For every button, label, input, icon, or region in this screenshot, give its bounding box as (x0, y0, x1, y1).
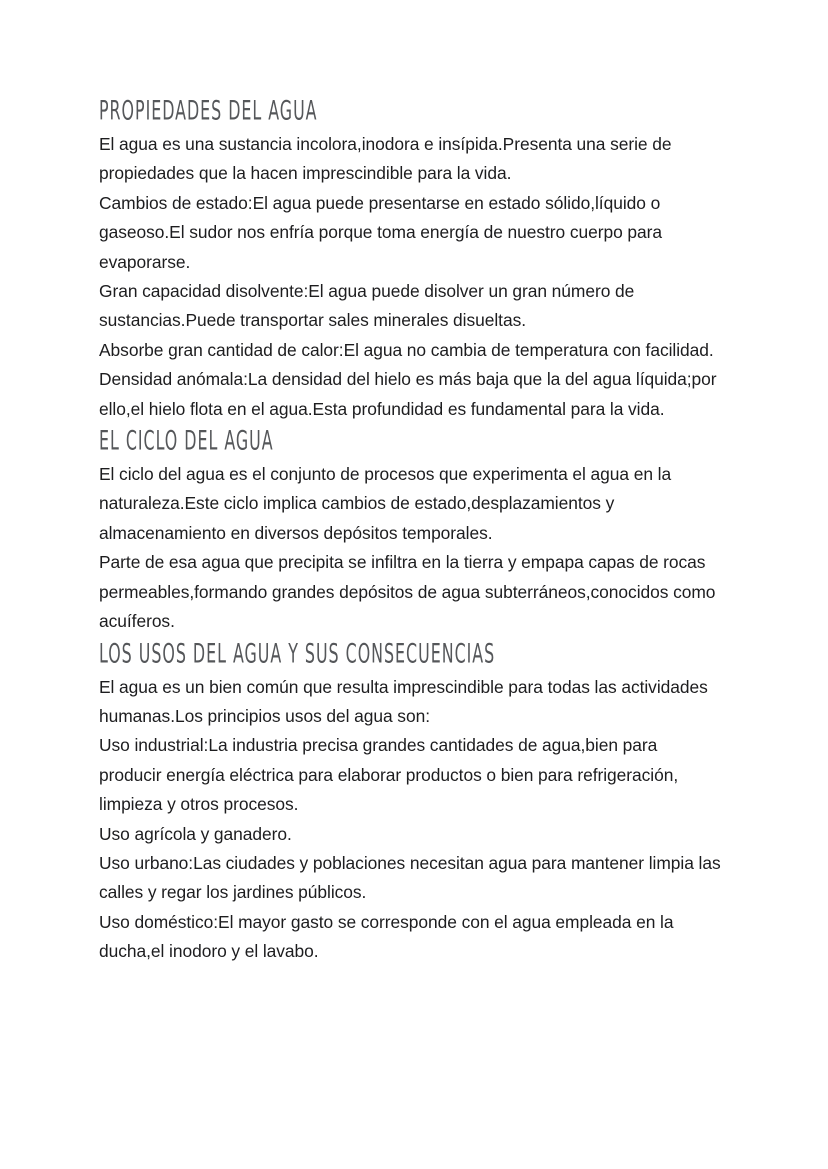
section-el-ciclo-del-agua (99, 425, 724, 636)
paragraph: Parte de esa agua que precipita se infiltra en la tierra y empapa capas de rocas permeables,formando grandes depósitos de agua subterráneos,conocidos como acuíferos. (99, 552, 716, 632)
section-heading-propiedades: PROPIEDADES DEL AGUA (99, 96, 318, 127)
document-body (99, 95, 724, 967)
paragraph: Uso urbano:Las ciudades y poblaciones necesitan agua para mantener limpia las calles y regar los jardines públicos. (99, 852, 721, 903)
paragraph: Gran capacidad disolvente:El agua puede disolver un gran número de sustancias.Puede transportar sales minerales disueltas. (99, 281, 635, 331)
paragraph: Uso industrial:La industria precisa grandes cantidades de agua,bien para producir energía eléctrica para elaborar productos o bien para refrigeración, limpieza y otros procesos. (99, 735, 679, 815)
section-los-usos-del-agua (99, 638, 724, 967)
paragraph: Uso doméstico:El mayor gasto se corresponde con el agua empleada en la ducha,el inodoro y el lavabo. (99, 911, 674, 962)
paragraph: El agua es una sustancia incolora,inodora e insípida.Presenta una serie de propiedades que la hacen imprescindible para la vida. (99, 134, 672, 184)
section-heading-usos: LOS USOS DEL AGUA Y SUS CONSECUENCIAS (99, 638, 496, 670)
paragraph: El agua es un bien común que resulta imprescindible para todas las actividades humanas.Los principios usos del agua son: (99, 676, 708, 726)
heading-wrap (99, 95, 724, 128)
heading-wrap (99, 425, 724, 458)
section-propiedades-del-agua (99, 95, 724, 424)
heading-wrap (99, 638, 724, 671)
paragraph: Absorbe gran cantidad de calor:El agua no cambia de temperatura con facilidad. (99, 339, 714, 360)
paragraph: Cambios de estado:El agua puede presentarse en estado sólido,líquido o gaseoso.El sudor nos enfría porque toma energía de nuestro cuerpo para evaporarse. (99, 192, 662, 272)
paragraph: El ciclo del agua es el conjunto de procesos que experimenta el agua en la naturaleza.Este ciclo implica cambios de estado,desplazamientos y almacenamiento en diversos depósitos temporales. (99, 464, 672, 543)
paragraph: Uso agrícola y ganadero. (99, 823, 292, 844)
section-heading-ciclo: EL CICLO DEL AGUA (99, 426, 274, 457)
paragraph: Densidad anómala:La densidad del hielo es más baja que la del agua líquida;por ello,el hielo flota en el agua.Esta profundidad es fundamental para la vida. (99, 369, 717, 419)
